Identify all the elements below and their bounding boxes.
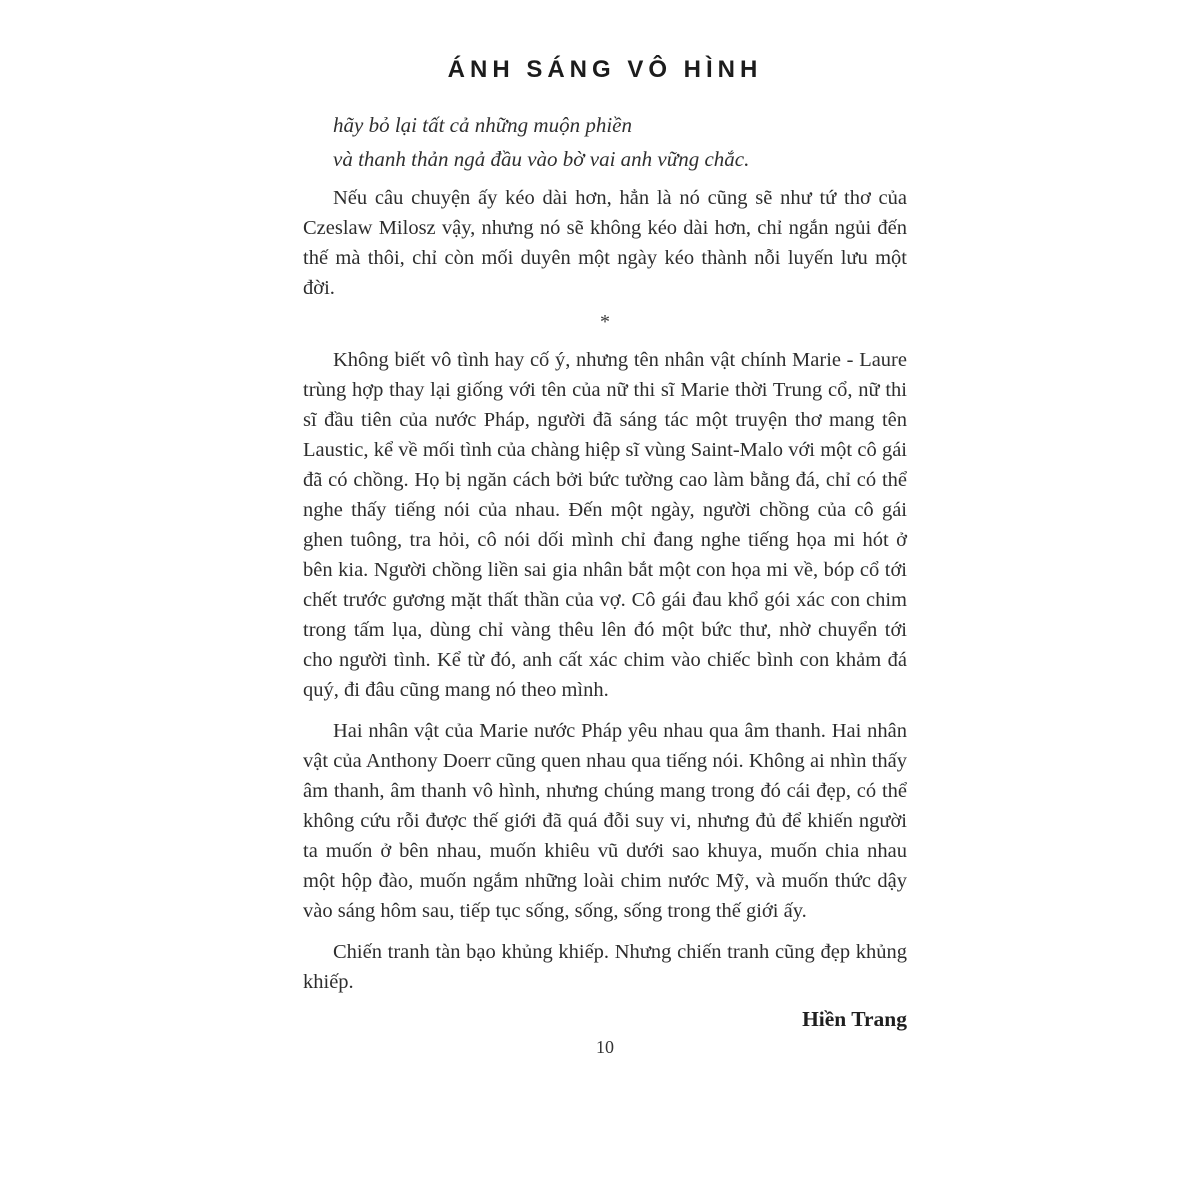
section-separator: *	[600, 311, 610, 333]
epigraph-line-1: hãy bỏ lại tất cả những muộn phiền	[333, 113, 633, 137]
epigraph-line-2: và thanh thản ngả đầu vào bờ vai anh vững chắc.	[333, 147, 750, 171]
paragraph-2: Không biết vô tình hay cố ý, nhưng tên nhân vật chính Marie - Laure trùng hợp thay lại giống với tên của nữ thi sĩ Marie thời Trung cổ, nữ thi sĩ đầu tiên của nước Pháp, người đã sáng tác một truyện thơ mang tên Laustic, kể về mối tình của chàng hiệp sĩ vùng Saint-Malo với một cô gái đã có chồng. Họ bị ngăn cách bởi bức tường cao làm bằng đá, chỉ có thể nghe thấy tiếng nói của nhau. Đến một ngày, người chồng của cô gái ghen tuông, tra hỏi, cô nói dối mình chỉ đang nghe tiếng họa mi hót ở bên kia. Người chồng liền sai gia nhân bắt một con họa mi về, bóp cổ tới chết trước gương mặt thất thần của vợ. Cô gái đau khổ gói xác con chim trong tấm lụa, dùng chỉ vàng thêu lên đó một bức thư, nhờ chuyển tới cho người tình. Kể từ đó, anh cất xác chim vào chiếc bình con khảm đá quý, đi đâu cũng mang nó theo mình.	[303, 349, 907, 701]
paragraph-4: Chiến tranh tàn bạo khủng khiếp. Nhưng chiến tranh cũng đẹp khủng khiếp.	[303, 941, 907, 993]
paragraph-3: Hai nhân vật của Marie nước Pháp yêu nhau qua âm thanh. Hai nhân vật của Anthony Doerr cũng quen nhau qua tiếng nói. Không ai nhìn thấy âm thanh, âm thanh vô hình, nhưng chúng mang trong đó cái đẹp, có thể không cứu rỗi được thế giới đã quá đỗi suy vi, nhưng đủ để khiến người ta muốn ở bên nhau, muốn khiêu vũ dưới sao khuya, muốn chia nhau một hộp đào, muốn ngắm những loài chim nước Mỹ, và muốn thức dậy vào sáng hôm sau, tiếp tục sống, sống, sống trong thế giới ấy.	[303, 720, 907, 922]
author-signature: Hiền Trang	[802, 1007, 907, 1031]
page-title: ÁNH SÁNG VÔ HÌNH	[447, 56, 763, 83]
page-number: 10	[596, 1037, 614, 1057]
paragraph-1: Nếu câu chuyện ấy kéo dài hơn, hẳn là nó cũng sẽ như tứ thơ của Czeslaw Milosz vậy, nhưng nó sẽ không kéo dài hơn, chỉ ngắn ngủi đến thế mà thôi, chỉ còn mối duyên một ngày kéo thành nỗi luyến lưu một đời.	[303, 187, 907, 299]
page-content	[303, 0, 907, 1058]
epigraph	[303, 115, 907, 170]
